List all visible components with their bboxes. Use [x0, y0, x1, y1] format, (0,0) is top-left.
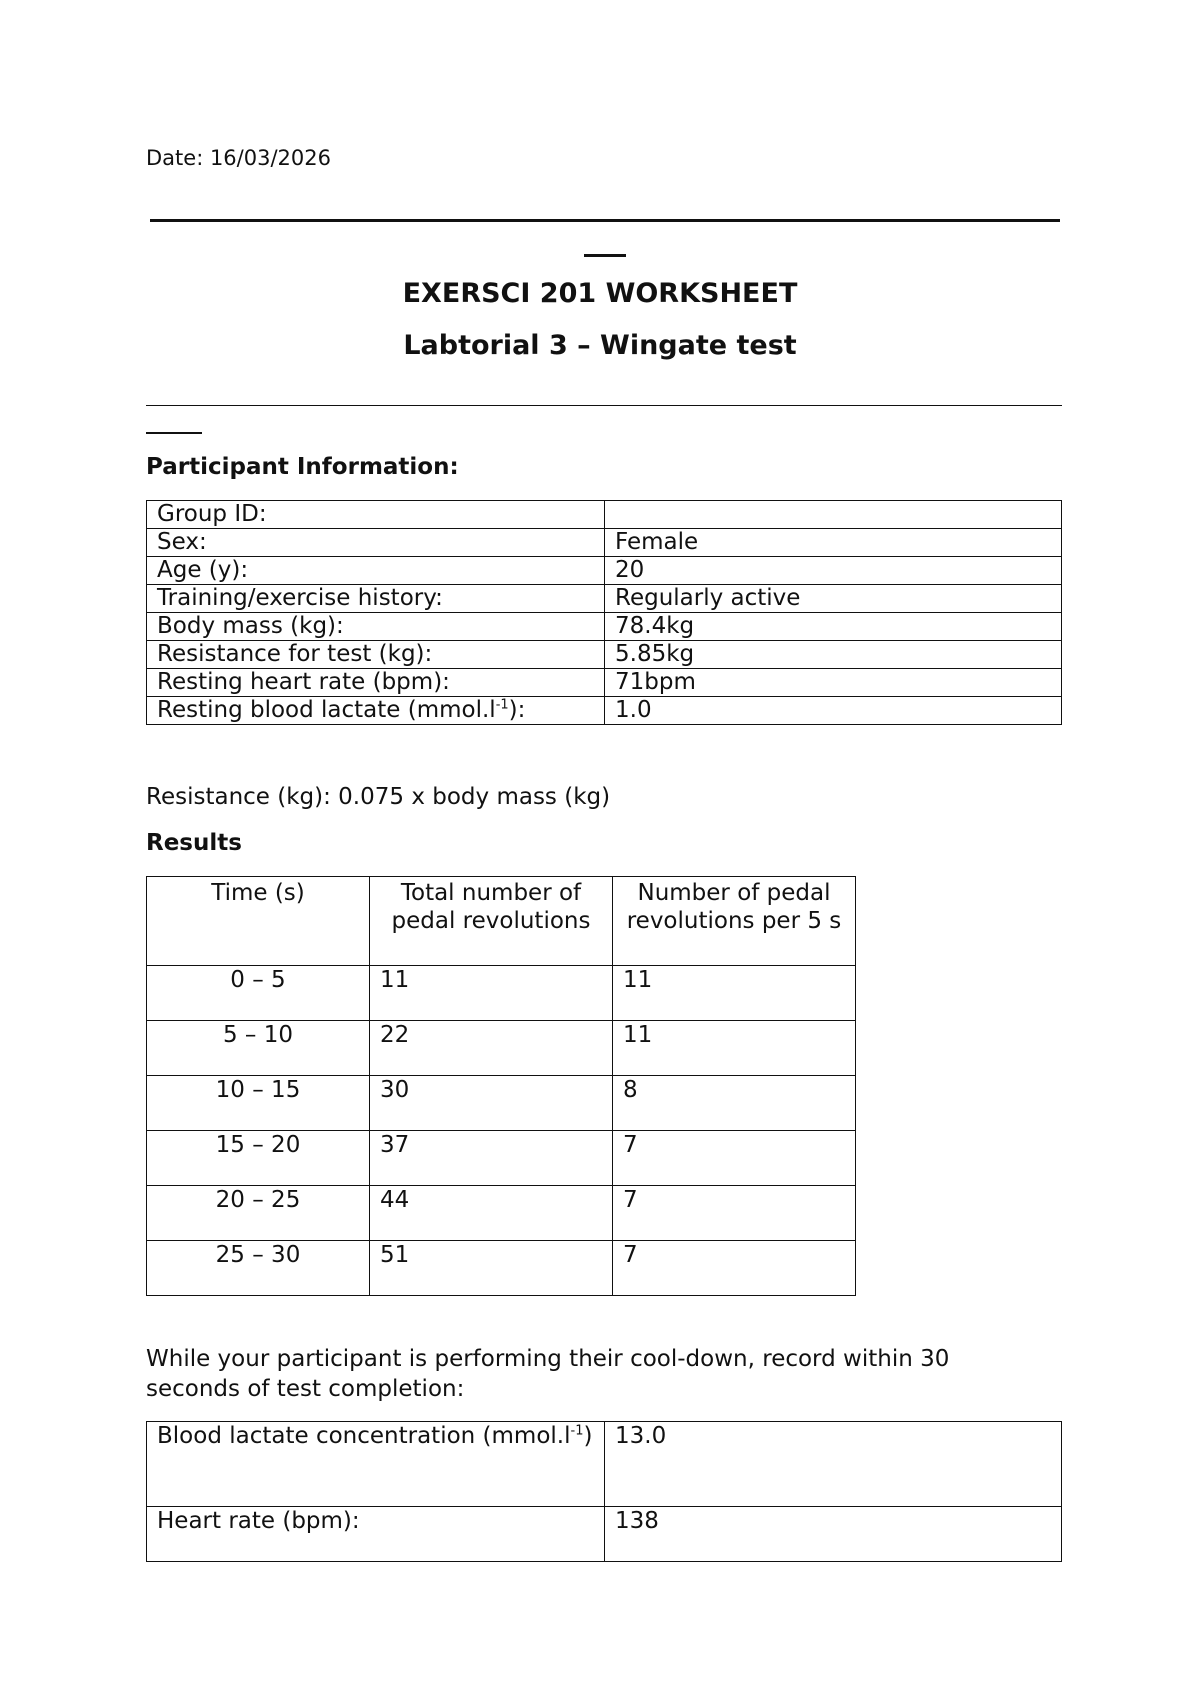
- table-header-row: [147, 877, 856, 966]
- divider-dash: [146, 432, 202, 434]
- label-text: ):: [508, 697, 526, 723]
- info-value[interactable]: 5.85kg: [605, 641, 1062, 669]
- time-cell: 5 – 10: [147, 1021, 370, 1076]
- column-header-total-revolutions: Total number of pedal revolutions: [370, 877, 613, 966]
- table-row: [147, 1241, 856, 1296]
- table-row: [147, 966, 856, 1021]
- worksheet-subtitle: Labtorial 3 – Wingate test: [403, 330, 797, 361]
- info-label: Group ID:: [147, 501, 605, 529]
- table-row: [147, 1507, 1062, 1562]
- table-row: [147, 557, 1062, 585]
- info-value[interactable]: Regularly active: [605, 585, 1062, 613]
- time-cell: 15 – 20: [147, 1131, 370, 1186]
- info-label: Age (y):: [147, 557, 605, 585]
- label-text: Resting blood lactate (mmol.l: [157, 697, 496, 723]
- worksheet-title: EXERSCI 201 WORKSHEET: [402, 278, 798, 309]
- label-text: ): [583, 1423, 593, 1449]
- info-label: Training/exercise history:: [147, 585, 605, 613]
- column-header-revolutions-per-5s: Number of pedal revolutions per 5 s: [613, 877, 856, 966]
- table-row: [147, 1422, 1062, 1507]
- time-cell: 20 – 25: [147, 1186, 370, 1241]
- table-row: [147, 501, 1062, 529]
- lactate-value[interactable]: 13.0: [605, 1422, 1062, 1507]
- info-label: [147, 697, 605, 725]
- table-row: [147, 669, 1062, 697]
- table-row: [147, 1076, 856, 1131]
- total-cell[interactable]: 30: [370, 1076, 613, 1131]
- table-row: [147, 697, 1062, 725]
- table-row: [147, 613, 1062, 641]
- total-cell[interactable]: 22: [370, 1021, 613, 1076]
- heart-rate-value[interactable]: 138: [605, 1507, 1062, 1562]
- time-cell: 10 – 15: [147, 1076, 370, 1131]
- info-label: Sex:: [147, 529, 605, 557]
- post-test-table: [146, 1421, 1062, 1562]
- resistance-formula: Resistance (kg): 0.075 x body mass (kg): [146, 784, 611, 810]
- per5-cell[interactable]: 11: [613, 966, 856, 1021]
- label-superscript: -1: [570, 1423, 584, 1439]
- info-value[interactable]: [605, 501, 1062, 529]
- results-heading: Results: [146, 830, 242, 856]
- per5-cell[interactable]: 7: [613, 1131, 856, 1186]
- info-label: Resting heart rate (bpm):: [147, 669, 605, 697]
- per5-cell[interactable]: 11: [613, 1021, 856, 1076]
- table-row: [147, 1021, 856, 1076]
- total-cell[interactable]: 37: [370, 1131, 613, 1186]
- table-row: [147, 1186, 856, 1241]
- total-cell[interactable]: 51: [370, 1241, 613, 1296]
- info-value[interactable]: 78.4kg: [605, 613, 1062, 641]
- worksheet-date: Date: 16/03/2026: [146, 146, 331, 170]
- lactate-label: [147, 1422, 605, 1507]
- results-table: [146, 876, 856, 1296]
- per5-cell[interactable]: 7: [613, 1186, 856, 1241]
- time-cell: 25 – 30: [147, 1241, 370, 1296]
- divider-dash: [584, 254, 626, 257]
- info-label: Body mass (kg):: [147, 613, 605, 641]
- info-label: Resistance for test (kg):: [147, 641, 605, 669]
- table-row: [147, 529, 1062, 557]
- info-value[interactable]: Female: [605, 529, 1062, 557]
- middle-divider: [146, 405, 1062, 406]
- top-divider: [150, 219, 1060, 222]
- participant-info-table: [146, 500, 1062, 725]
- label-text: Blood lactate concentration (mmol.l: [157, 1423, 571, 1449]
- table-row: [147, 1131, 856, 1186]
- participant-info-heading: Participant Information:: [146, 454, 459, 480]
- total-cell[interactable]: 44: [370, 1186, 613, 1241]
- info-value[interactable]: 71bpm: [605, 669, 1062, 697]
- time-cell: 0 – 5: [147, 966, 370, 1021]
- cooldown-instruction: While your participant is performing their cool-down, record within 30 seconds of test completion:: [146, 1346, 950, 1402]
- column-header-time: Time (s): [147, 877, 370, 966]
- per5-cell[interactable]: 7: [613, 1241, 856, 1296]
- table-row: [147, 641, 1062, 669]
- info-value[interactable]: 20: [605, 557, 1062, 585]
- heart-rate-label: Heart rate (bpm):: [147, 1507, 605, 1562]
- per5-cell[interactable]: 8: [613, 1076, 856, 1131]
- total-cell[interactable]: 11: [370, 966, 613, 1021]
- info-value[interactable]: 1.0: [605, 697, 1062, 725]
- label-superscript: -1: [495, 697, 509, 713]
- table-row: [147, 585, 1062, 613]
